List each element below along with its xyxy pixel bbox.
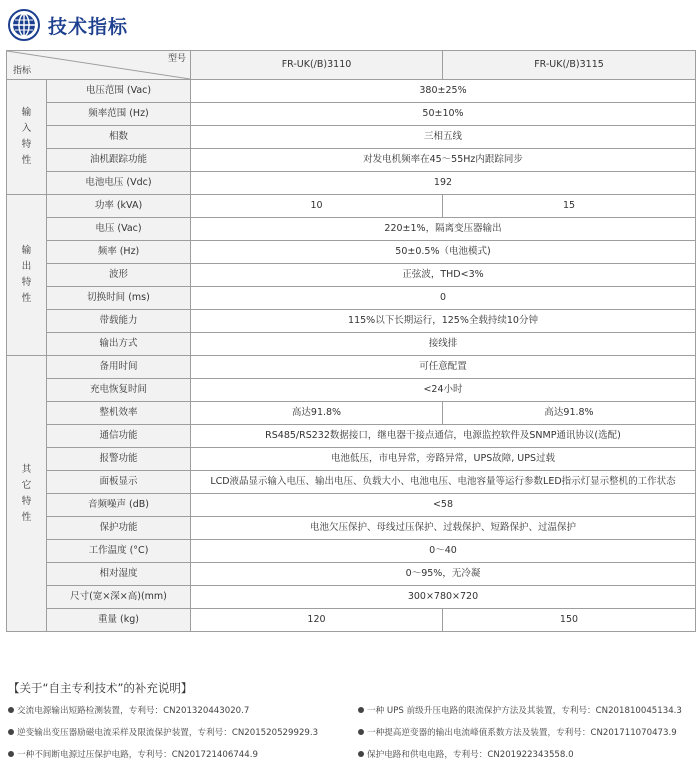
param-label: 电压 (Vac) — [47, 218, 191, 241]
table-row — [7, 264, 696, 287]
globe-icon — [8, 9, 40, 41]
spec-table — [6, 50, 696, 632]
table-row — [7, 609, 696, 632]
group-label: 其它特性 — [7, 356, 47, 632]
model-header-3110: FR-UK(/B)3110 — [191, 51, 443, 80]
value-cell: 三相五线 — [191, 126, 696, 149]
table-row — [7, 425, 696, 448]
param-label: 电压范围 (Vac) — [47, 80, 191, 103]
table-row — [7, 195, 696, 218]
param-label: 保护功能 — [47, 517, 191, 540]
value-cell: 0～95%，无冷凝 — [191, 563, 696, 586]
param-label: 波形 — [47, 264, 191, 287]
value-cell: 高达91.8% — [191, 402, 443, 425]
table-row — [7, 517, 696, 540]
param-label: 整机效率 — [47, 402, 191, 425]
table-row — [7, 103, 696, 126]
table-row — [7, 241, 696, 264]
corner-model-label: 型号 — [167, 54, 186, 64]
patent-note: 交流电源输出短路检测装置，专利号：CN201320443020.7 — [8, 704, 249, 716]
group-label: 输出特性 — [7, 195, 47, 356]
model-header-3115: FR-UK(/B)3115 — [443, 51, 696, 80]
value-cell: 50±0.5%（电池模式) — [191, 241, 696, 264]
patent-note: 逆变输出变压器励磁电流采样及限流保护装置，专利号：CN201520529929.3 — [8, 726, 318, 738]
table-row — [7, 379, 696, 402]
param-label: 通信功能 — [47, 425, 191, 448]
table-row — [7, 126, 696, 149]
value-cell: 150 — [443, 609, 696, 632]
param-label: 切换时间 (ms) — [47, 287, 191, 310]
value-cell: 可任意配置 — [191, 356, 696, 379]
param-label: 电池电压 (Vdc) — [47, 172, 191, 195]
table-row — [7, 586, 696, 609]
table-row — [7, 540, 696, 563]
param-label: 频率范围 (Hz) — [47, 103, 191, 126]
table-row — [7, 172, 696, 195]
table-row — [7, 448, 696, 471]
param-label: 输出方式 — [47, 333, 191, 356]
value-cell: 50±10% — [191, 103, 696, 126]
table-row — [7, 402, 696, 425]
value-cell: 220±1%，隔离变压器输出 — [191, 218, 696, 241]
param-label: 重量 (kg) — [47, 609, 191, 632]
value-cell: 10 — [191, 195, 443, 218]
param-label: 油机跟踪功能 — [47, 149, 191, 172]
patent-note: 保护电路和供电电路，专利号：CN201922343558.0 — [358, 748, 574, 760]
value-cell: 300×780×720 — [191, 586, 696, 609]
param-label: 尺寸(宽×深×高)(mm) — [47, 586, 191, 609]
value-cell: 电池欠压保护、母线过压保护、过载保护、短路保护、过温保护 — [191, 517, 696, 540]
param-label: 工作温度 (°C) — [47, 540, 191, 563]
bullet-icon — [8, 707, 14, 713]
value-cell: 115%以下长期运行，125%全载持续10分钟 — [191, 310, 696, 333]
bullet-icon — [358, 729, 364, 735]
page-title: 技术指标 — [48, 15, 129, 38]
value-cell: <24小时 — [191, 379, 696, 402]
patent-note: 一种 UPS 前级升压电路的限流保护方法及其装置，专利号：CN201810045134.3 — [358, 704, 682, 716]
bullet-icon — [358, 707, 364, 713]
table-row — [7, 287, 696, 310]
param-label: 功率 (kVA) — [47, 195, 191, 218]
table-row — [7, 333, 696, 356]
param-label: 面板显示 — [47, 471, 191, 494]
table-header-row — [7, 51, 696, 80]
table-row — [7, 149, 696, 172]
bullet-icon — [358, 751, 364, 757]
patent-note: 一种提高逆变器的输出电流峰值系数方法及装置，专利号：CN201711070473.9 — [358, 726, 677, 738]
table-row — [7, 563, 696, 586]
value-cell: RS485/RS232数据接口，继电器干接点通信，电源监控软件及SNMP通讯协议(选配) — [191, 425, 696, 448]
value-cell: 0～40 — [191, 540, 696, 563]
param-label: 充电恢复时间 — [47, 379, 191, 402]
notes-title: 【关于“自主专利技术”的补充说明】 — [8, 681, 193, 695]
group-label: 输入特性 — [7, 80, 47, 195]
value-cell: 380±25% — [191, 80, 696, 103]
param-label: 音频噪声 (dB) — [47, 494, 191, 517]
value-cell: 0 — [191, 287, 696, 310]
table-row — [7, 218, 696, 241]
value-cell: 15 — [443, 195, 696, 218]
value-cell: LCD液晶显示输入电压、输出电压、负载大小、电池电压、电池容量等运行参数LED指示灯显示整机的工作状态 — [191, 471, 696, 494]
table-row — [7, 356, 696, 379]
table-row — [7, 80, 696, 103]
param-label: 报警功能 — [47, 448, 191, 471]
bullet-icon — [8, 751, 14, 757]
value-cell: 对发电机频率在45～55Hz内跟踪同步 — [191, 149, 696, 172]
param-label: 相数 — [47, 126, 191, 149]
value-cell: <58 — [191, 494, 696, 517]
param-label: 频率 (Hz) — [47, 241, 191, 264]
param-label: 相对湿度 — [47, 563, 191, 586]
value-cell: 正弦波，THD<3% — [191, 264, 696, 287]
value-cell: 192 — [191, 172, 696, 195]
page-header — [8, 8, 128, 42]
bullet-icon — [8, 729, 14, 735]
corner-cell — [7, 51, 191, 80]
param-label: 带载能力 — [47, 310, 191, 333]
diagonal-divider — [7, 51, 190, 79]
value-cell: 接线排 — [191, 333, 696, 356]
table-row — [7, 494, 696, 517]
value-cell: 电池低压，市电异常，旁路异常，UPS故障, UPS过载 — [191, 448, 696, 471]
patent-note: 一种不间断电源过压保护电路，专利号：CN201721406744.9 — [8, 748, 258, 760]
table-row — [7, 471, 696, 494]
corner-spec-label: 指标 — [13, 66, 32, 76]
param-label: 备用时间 — [47, 356, 191, 379]
table-row — [7, 310, 696, 333]
value-cell: 高达91.8% — [443, 402, 696, 425]
value-cell: 120 — [191, 609, 443, 632]
